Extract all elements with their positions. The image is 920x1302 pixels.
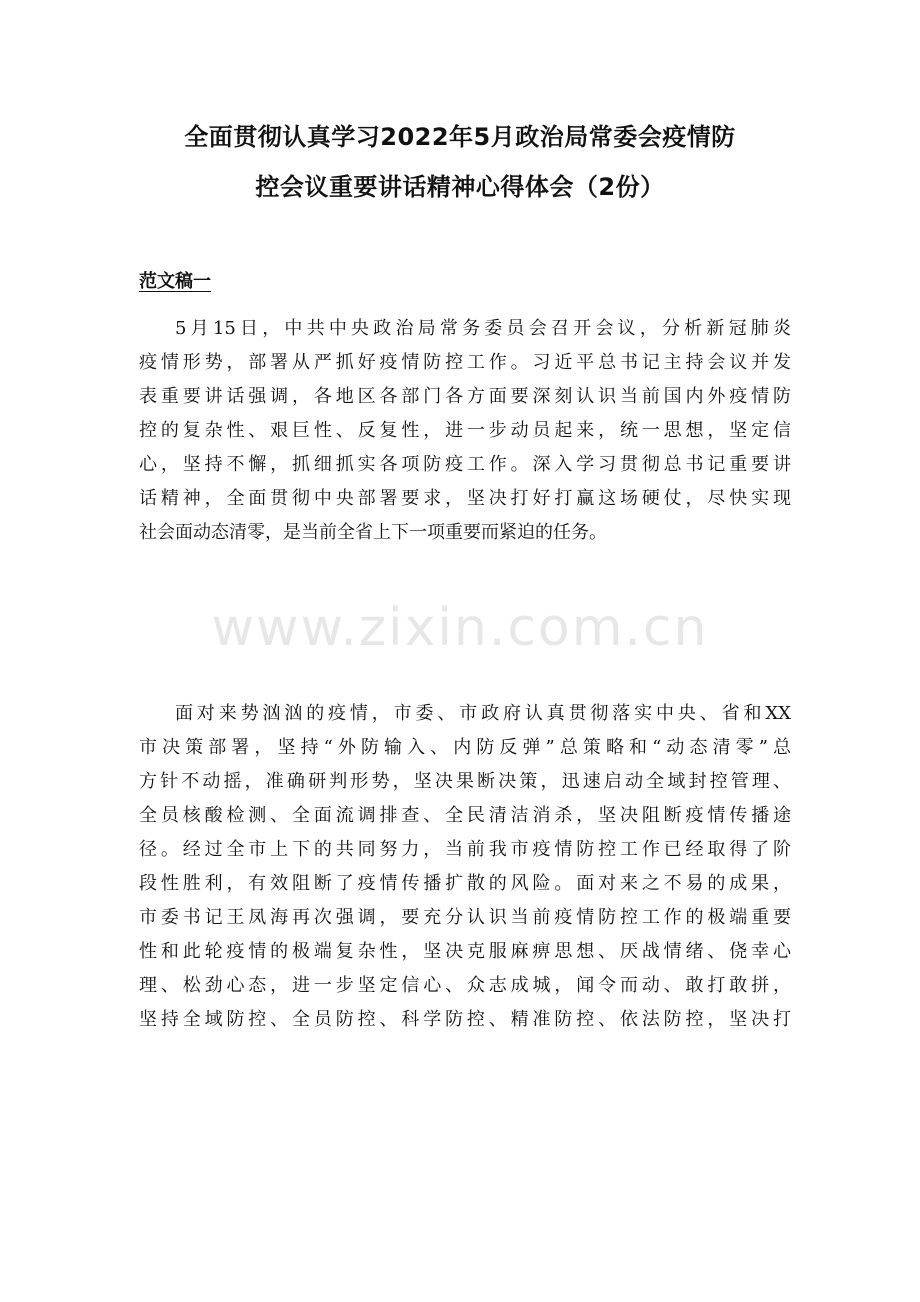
paragraph-2-line: 理、松劲心态，进一步坚定信心、众志成城，闻令而动、敢打敢拼， <box>139 975 791 996</box>
paragraph-2 <box>139 697 791 1037</box>
paragraph-2-line: 坚持全域防控、全员防控、科学防控、精准防控、依法防控，坚决打 <box>139 1009 791 1030</box>
paragraph-1-line: 5月15日，中共中央政治局常务委员会召开会议，分析新冠肺炎 <box>175 318 791 339</box>
paragraph-2-line: 段性胜利，有效阻断了疫情传播扩散的风险。面对来之不易的成果， <box>139 873 791 894</box>
paragraph-2-line: 市委书记王凤海再次强调，要充分认识当前疫情防控工作的极端重要 <box>139 907 791 928</box>
document-title <box>110 112 810 212</box>
paragraph-2-line: 方针不动摇，准确研判形势，坚决果断决策，迅速启动全域封控管理、 <box>139 771 791 792</box>
paragraph-2-line: 面对来势汹汹的疫情，市委、市政府认真贯彻落实中央、省和XX <box>175 703 791 724</box>
watermark: www.zixin.com.cn <box>211 598 709 658</box>
section-heading: 范文稿一 <box>139 271 211 292</box>
paragraph-2-line: 性和此轮疫情的极端复杂性，坚决克服麻痹思想、厌战情绪、侥幸心 <box>139 941 791 962</box>
paragraph-2-line: 径。经过全市上下的共同努力，当前我市疫情防控工作已经取得了阶 <box>139 839 791 860</box>
paragraph-1-line: 疫情形势，部署从严抓好疫情防控工作。习近平总书记主持会议并发 <box>139 352 791 373</box>
paragraph-2-line: 市决策部署，坚持“外防输入、内防反弹”总策略和“动态清零”总 <box>139 737 791 758</box>
paragraph-1 <box>139 312 791 550</box>
paragraph-2-line: 全员核酸检测、全面流调排查、全民清洁消杀，坚决阻断疫情传播途 <box>139 805 791 826</box>
title-line-2: 控会议重要讲话精神心得体会（2份） <box>255 173 665 201</box>
paragraph-1-line: 话精神，全面贯彻中央部署要求，坚决打好打赢这场硬仗，尽快实现 <box>139 488 791 509</box>
paragraph-1-line: 控的复杂性、艰巨性、反复性，进一步动员起来，统一思想，坚定信 <box>139 420 791 441</box>
paragraph-1-line: 表重要讲话强调，各地区各部门各方面要深刻认识当前国内外疫情防 <box>139 386 791 407</box>
paragraph-1-line: 心，坚持不懈，抓细抓实各项防疫工作。深入学习贯彻总书记重要讲 <box>139 454 791 475</box>
paragraph-1-line: 社会面动态清零，是当前全省上下一项重要而紧迫的任务。 <box>139 522 607 543</box>
title-line-1: 全面贯彻认真学习2022年5月政治局常委会疫情防 <box>184 123 736 151</box>
